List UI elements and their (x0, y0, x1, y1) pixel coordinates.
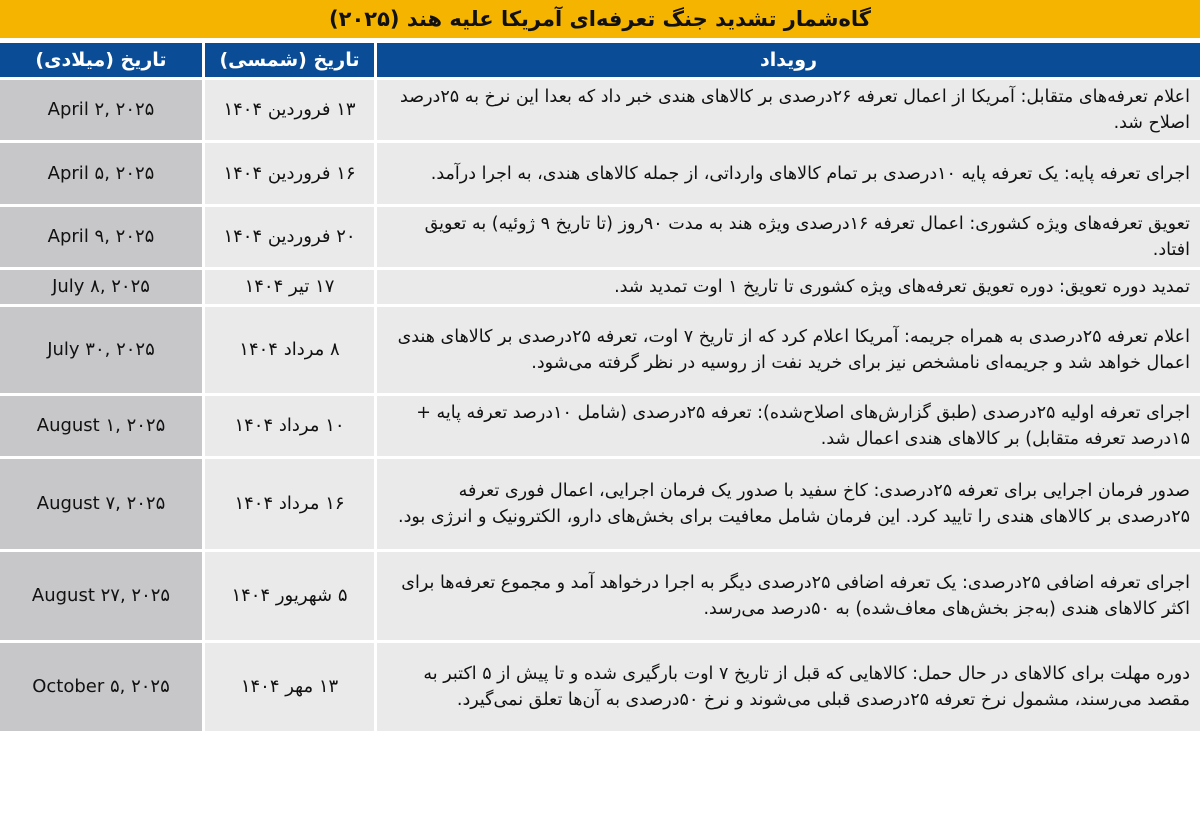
shamsi-date-cell: ۱۷ تیر ۱۴۰۴ (202, 270, 374, 304)
shamsi-date-cell: ۱۶ فروردین ۱۴۰۴ (202, 143, 374, 204)
header-row (0, 43, 1200, 77)
miladi-date-cell: July ۳۰, ۲۰۲۵ (0, 307, 202, 393)
event-cell: تعویق تعرفه‌های ویژه کشوری: اعمال تعرفه ۱۶درصدی ویژه هند به مدت ۹۰روز (تا تاریخ ۹ ژوئیه) به تعویق افتاد. (374, 207, 1200, 267)
event-cell: اجرای تعرفه پایه: یک تعرفه پایه ۱۰درصدی بر تمام کالاهای وارداتی، از جمله کالاهای هندی، به اجرا درآمد. (374, 143, 1200, 204)
miladi-date-cell: April ۲, ۲۰۲۵ (0, 80, 202, 140)
header-event: رویداد (374, 43, 1200, 77)
event-cell: دوره مهلت برای کالاهای در حال حمل: کالاهایی که قبل از تاریخ ۷ اوت بارگیری شده و تا پیش از ۵ اکتبر به مقصد می‌رسند، مشمول نرخ تعرفه ۲۵درصدی قبلی می‌شوند و نرخ ۵۰درصدی به آن‌ها تعلق نمی‌گیرد. (374, 643, 1200, 731)
header-miladi-date: تاریخ (میلادی) (0, 43, 202, 77)
table-row (0, 552, 1200, 640)
shamsi-date-cell: ۲۰ فروردین ۱۴۰۴ (202, 207, 374, 267)
miladi-date-cell: July ۸, ۲۰۲۵ (0, 270, 202, 304)
shamsi-date-cell: ۱۰ مرداد ۱۴۰۴ (202, 396, 374, 456)
shamsi-date-cell: ۱۶ مرداد ۱۴۰۴ (202, 459, 374, 549)
shamsi-date-cell: ۸ مرداد ۱۴۰۴ (202, 307, 374, 393)
miladi-date-cell: August ۲۷, ۲۰۲۵ (0, 552, 202, 640)
shamsi-date-cell: ۵ شهریور ۱۴۰۴ (202, 552, 374, 640)
miladi-date-cell: April ۹, ۲۰۲۵ (0, 207, 202, 267)
table-row (0, 270, 1200, 304)
table-row (0, 396, 1200, 456)
event-cell: اجرای تعرفه اولیه ۲۵درصدی (طبق گزارش‌های اصلاح‌شده): تعرفه ۲۵درصدی (شامل ۱۰درصد تعرفه پایه + ۱۵درصد تعرفه متقابل) بر کالاهای هندی اعمال شد. (374, 396, 1200, 456)
table-title: گاه‌شمار تشدید جنگ تعرفه‌ای آمریکا علیه هند (۲۰۲۵) (0, 0, 1200, 40)
header-shamsi-date: تاریخ (شمسی) (202, 43, 374, 77)
event-cell: اعلام تعرفه‌های متقابل: آمریکا از اعمال تعرفه ۲۶درصدی بر کالاهای هندی خبر داد که بعدا این نرخ به ۲۵درصد اصلاح شد. (374, 80, 1200, 140)
event-cell: تمدید دوره تعویق: دوره تعویق تعرفه‌های ویژه کشوری تا تاریخ ۱ اوت تمدید شد. (374, 270, 1200, 304)
table-row (0, 307, 1200, 393)
table-row (0, 643, 1200, 731)
table-row (0, 143, 1200, 204)
table-row (0, 459, 1200, 549)
event-cell: صدور فرمان اجرایی برای تعرفه ۲۵درصدی: کاخ سفید با صدور یک فرمان اجرایی، اعمال فوری تعرفه ۲۵درصدی بر کالاهای هندی را تایید کرد. این فرمان شامل معافیت برای بخش‌های دارو، الکترونیک و انرژی بود. (374, 459, 1200, 549)
table-row (0, 80, 1200, 140)
event-cell: اعلام تعرفه ۲۵درصدی به همراه جریمه: آمریکا اعلام کرد که از تاریخ ۷ اوت، تعرفه ۲۵درصدی بر کالاهای هندی اعمال خواهد شد و جریمه‌ای نامشخص نیز برای خرید نفت از روسیه در نظر گرفته می‌شود. (374, 307, 1200, 393)
shamsi-date-cell: ۱۳ مهر ۱۴۰۴ (202, 643, 374, 731)
shamsi-date-cell: ۱۳ فروردین ۱۴۰۴ (202, 80, 374, 140)
timeline-table (0, 40, 1200, 734)
miladi-date-cell: August ۷, ۲۰۲۵ (0, 459, 202, 549)
miladi-date-cell: April ۵, ۲۰۲۵ (0, 143, 202, 204)
miladi-date-cell: August ۱, ۲۰۲۵ (0, 396, 202, 456)
event-cell: اجرای تعرفه اضافی ۲۵درصدی: یک تعرفه اضافی ۲۵درصدی دیگر به اجرا درخواهد آمد و مجموع تعرفه‌ها برای اکثر کالاهای هندی (به‌جز بخش‌های معاف‌شده) به ۵۰درصد می‌رسد. (374, 552, 1200, 640)
miladi-date-cell: October ۵, ۲۰۲۵ (0, 643, 202, 731)
table-row (0, 207, 1200, 267)
